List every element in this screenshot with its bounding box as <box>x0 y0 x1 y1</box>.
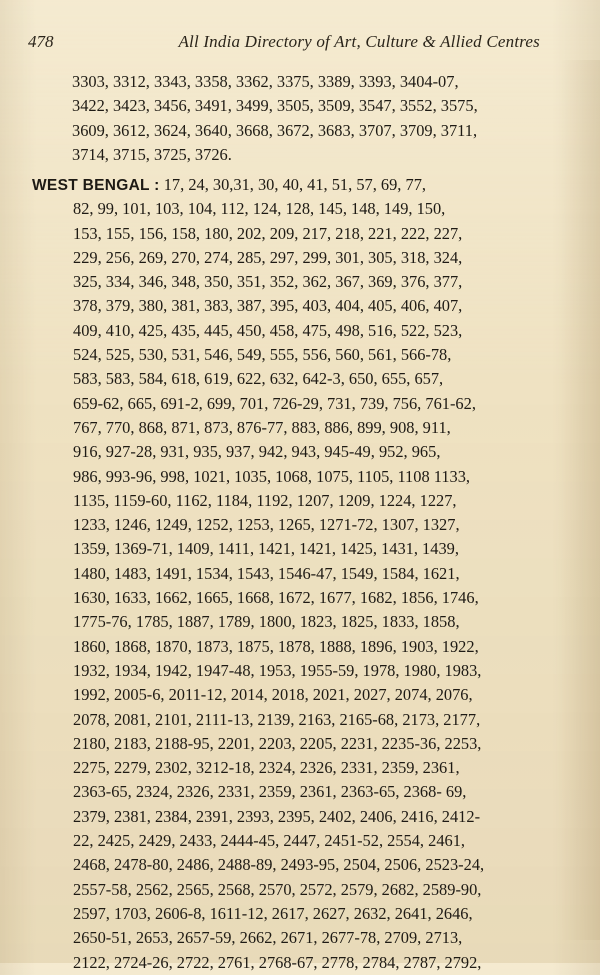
index-line: 2557-58, 2562, 2565, 2568, 2570, 2572, 2579, 2682, 2589-90, <box>73 879 482 899</box>
index-line: 325, 334, 346, 348, 350, 351, 352, 362, 367, 369, 376, 377, <box>73 272 463 292</box>
index-line: 1992, 2005-6, 2011-12, 2014, 2018, 2021, 2027, 2074, 2076, <box>73 685 473 705</box>
index-line: 2468, 2478-80, 2486, 2488-89, 2493-95, 2504, 2506, 2523-24, <box>73 855 485 875</box>
index-line: 1135, 1159-60, 1162, 1184, 1192, 1207, 1209, 1224, 1227, <box>73 490 457 510</box>
index-line: 3422, 3423, 3456, 3491, 3499, 3505, 3509, 3547, 3552, 3575, <box>72 96 478 116</box>
index-line: 659-62, 665, 691-2, 699, 701, 726-29, 731, 739, 756, 761-62, <box>73 393 476 413</box>
index-line: 1480, 1483, 1491, 1534, 1543, 1546-47, 1549, 1584, 1621, <box>73 563 460 583</box>
index-line: 583, 583, 584, 618, 619, 622, 632, 642-3, 650, 655, 657, <box>73 369 444 389</box>
index-line: 2122, 2724-26, 2722, 2761, 2768-67, 2778, 2784, 2787, 2792, <box>73 952 482 972</box>
west-bengal-index-entry <box>32 173 556 975</box>
index-line: 524, 525, 530, 531, 546, 549, 555, 556, 560, 561, 566-78, <box>73 345 452 365</box>
page-number: 478 <box>28 32 54 51</box>
index-line: 2650-51, 2653, 2657-59, 2662, 2671, 2677-78, 2709, 2713, <box>73 928 463 948</box>
index-line: 767, 770, 868, 871, 873, 876-77, 883, 886, 899, 908, 911, <box>73 417 451 437</box>
index-line: 1775-76, 1785, 1887, 1789, 1800, 1823, 1825, 1833, 1858, <box>73 612 460 632</box>
running-header-title: All India Directory of Art, Culture & Allied Centres <box>178 32 540 51</box>
index-line: 3714, 3715, 3725, 3726. <box>72 144 232 164</box>
index-line: 916, 927-28, 931, 935, 937, 942, 943, 945-49, 952, 965, <box>73 442 441 462</box>
continued-index-entry <box>72 70 550 167</box>
index-line: 2363-65, 2324, 2326, 2331, 2359, 2361, 2363-65, 2368- 69, <box>73 782 467 802</box>
index-line: 1630, 1633, 1662, 1665, 1668, 1672, 1677, 1682, 1856, 1746, <box>73 588 479 608</box>
index-line: 229, 256, 269, 270, 274, 285, 297, 299, 301, 305, 318, 324, <box>73 247 463 267</box>
index-line: 2078, 2081, 2101, 2111-13, 2139, 2163, 2165-68, 2173, 2177, <box>73 709 481 729</box>
index-first-line-numbers: 17, 24, 30,31, 30, 40, 41, 51, 57, 69, 77, <box>163 175 426 194</box>
index-line: 2597, 1703, 2606-8, 1611-12, 2617, 2627, 2632, 2641, 2646, <box>73 903 473 923</box>
index-line: 1932, 1934, 1942, 1947-48, 1953, 1955-59, 1978, 1980, 1983, <box>73 660 482 680</box>
index-line: 2275, 2279, 2302, 3212-18, 2324, 2326, 2331, 2359, 2361, <box>73 758 460 778</box>
index-line: 1860, 1868, 1870, 1873, 1875, 1878, 1888, 1896, 1903, 1922, <box>73 636 479 656</box>
page-edge-shading <box>560 60 600 940</box>
index-line: 3303, 3312, 3343, 3358, 3362, 3375, 3389, 3393, 3404-07, <box>72 72 459 91</box>
index-line: 409, 410, 425, 435, 445, 450, 458, 475, 498, 516, 522, 523, <box>73 320 463 340</box>
index-line: 2379, 2381, 2384, 2391, 2393, 2395, 2402, 2406, 2416, 2412- <box>73 806 481 826</box>
running-header <box>28 32 540 58</box>
state-heading: WEST BENGAL : <box>32 177 160 194</box>
index-line: 378, 379, 380, 381, 383, 387, 395, 403, 404, 405, 406, 407, <box>73 296 463 316</box>
index-line: 1359, 1369-71, 1409, 1411, 1421, 1421, 1425, 1431, 1439, <box>73 539 459 559</box>
index-line: 22, 2425, 2429, 2433, 2444-45, 2447, 2451-52, 2554, 2461, <box>73 831 465 851</box>
index-line: 986, 993-96, 998, 1021, 1035, 1068, 1075, 1105, 1108 1133, <box>73 466 471 486</box>
index-line: 82, 99, 101, 103, 104, 112, 124, 128, 145, 148, 149, 150, <box>73 199 446 219</box>
index-line: 1233, 1246, 1249, 1252, 1253, 1265, 1271-72, 1307, 1327, <box>73 515 460 535</box>
index-line: 2180, 2183, 2188-95, 2201, 2203, 2205, 2231, 2235-36, 2253, <box>73 733 482 753</box>
index-line: 3609, 3612, 3624, 3640, 3668, 3672, 3683, 3707, 3709, 3711, <box>72 120 478 140</box>
index-line: 153, 155, 156, 158, 180, 202, 209, 217, 218, 221, 222, 227, <box>73 223 463 243</box>
index-line <box>32 173 556 197</box>
